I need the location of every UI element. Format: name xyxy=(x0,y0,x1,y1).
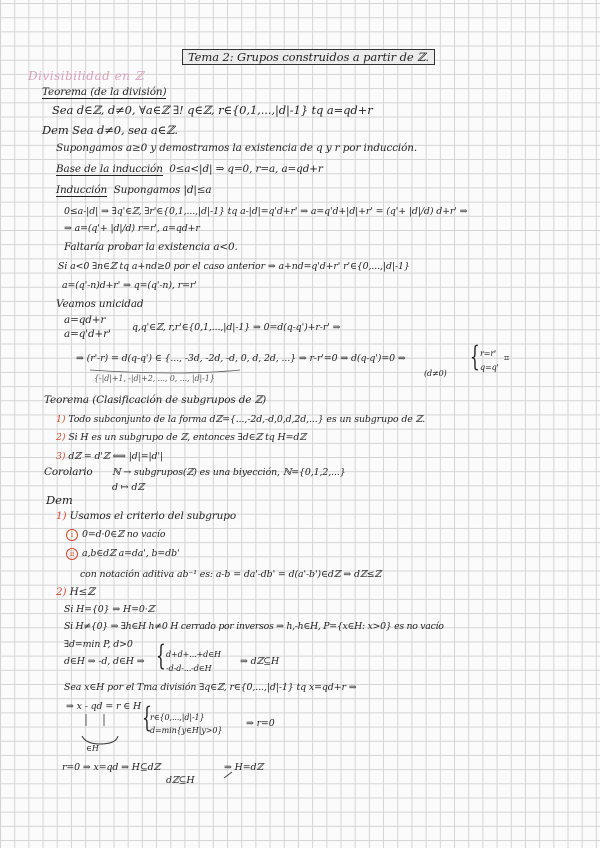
h-subset-dz: r=0 ⇒ x=qd ⇒ H⊆dℤ xyxy=(62,762,161,773)
closure-neg-sum: -d-d-...-d∈H xyxy=(166,664,212,673)
negative-case-result: a=(q'-n)d+r' ⇒ q=(q'-n), r=r' xyxy=(62,280,197,291)
suppose-line: Supongamos a≥0 y demostramos la existencia de q y r por inducción. xyxy=(56,142,418,154)
classification-item-2: 2) Si H es un subgrupo de ℤ, entonces ∃d∈ℤ tq H=dℤ xyxy=(56,432,307,443)
division-application: Sea x∈H por el Tma división ∃q∈ℤ, r∈{0,...,|d|-1} tq x=qd+r ⇒ xyxy=(64,682,357,693)
remainder-in-h: ⇒ x - qd = r ∈ H xyxy=(66,701,142,712)
section-heading: Divisibilidad en ℤ xyxy=(28,69,145,83)
uniqueness-a2: a=q'd+r' xyxy=(64,328,111,340)
proof-part-1: 1) Usamos el criterio del subgrupo xyxy=(56,510,236,522)
d-nonzero-note: (d≠0) xyxy=(424,369,447,378)
corollary-map-rule: d ↦ dℤ xyxy=(112,482,145,493)
uniqueness-a1: a=qd+r xyxy=(64,314,106,326)
in-h-note: ∈H xyxy=(86,744,99,753)
negative-case: Si a<0 ∃n∈ℤ tq a+nd≥0 por el caso anterior ⇒ a+nd=q'd+r' r'∈{0,...,|d|-1} xyxy=(58,261,410,272)
roman-i-icon: i xyxy=(66,529,78,541)
induction-equation-2: ⇒ a=(q'+ |d|/d) r=r', a=qd+r xyxy=(64,223,200,234)
uniqueness-conditions: q,q'∈ℤ, r,r'∈{0,1,...,|d|-1} ⇒ 0=d(q-q')+r-r' ⇒ xyxy=(132,322,341,333)
corollary-label: Corolario xyxy=(44,466,93,478)
min-d-line: ∃d=min P, d>0 xyxy=(64,639,133,650)
criterion-step-i: i 0=d·0∈ℤ no vacío xyxy=(66,528,165,541)
remainder-brace: { xyxy=(142,701,152,734)
proof-1-start: Dem Sea d≠0, sea a∈ℤ. xyxy=(42,123,178,137)
additive-notation-line: con notación aditiva ab⁻¹ es: a-b = da'-db' = d(a'-b')∈dℤ ⇒ dℤ≤ℤ xyxy=(80,569,382,580)
uniqueness-heading: Veamos unicidad xyxy=(56,298,144,310)
theorem-division-statement: Sea d∈ℤ, d≠0, ∀a∈ℤ ∃! q∈ℤ, r∈{0,1,...,|d|-1} tq a=qd+r xyxy=(52,103,373,117)
uniqueness-range-note: {-|d|+1, -|d|+2, ..., 0, ..., |d|-1} xyxy=(94,374,215,383)
remainder-range: r∈{0,...,|d|-1} xyxy=(150,713,205,722)
proof-2-start: Dem xyxy=(46,493,73,507)
uniqueness-r: r=r' xyxy=(480,349,497,358)
classification-item-1: 1) Todo subconjunto de la forma dℤ={...,-2d,-d,0,d,2d,...} es un subgrupo de ℤ. xyxy=(56,414,426,425)
induction-equation-1: 0≤a-|d| ⇒ ∃q'∈ℤ, ∃r'∈{0,1,...,|d|-1} tq a-|d|=q'd+r' ⇒ a=q'd+|d|+r' = (q'+ |d|/d) d+r' ⇒ xyxy=(64,206,468,217)
d-min-definition: d=min{y∈H|y>0} xyxy=(150,726,223,735)
proof-part-2: 2) H≤ℤ xyxy=(56,586,95,598)
h-equals-dz: ⇒ H=dℤ xyxy=(224,762,264,773)
r-zero-conclusion: ⇒ r=0 xyxy=(246,718,275,729)
induction-step-header: Inducción Supongamos |d|≤a xyxy=(56,184,212,196)
dz-subset-h-repeat: dℤ⊆H xyxy=(166,775,195,786)
corollary-map: ℕ → subgrupos(ℤ) es una biyección, ℕ={0,1,2,...} xyxy=(112,467,346,478)
uniqueness-brace: { xyxy=(470,340,480,373)
closure-brace: { xyxy=(156,639,166,672)
nontrivial-subgroup-case: Si H≠{0} ⇒ ∃h∈H h≠0 H cerrado por inversos ⇒ h,-h∈H, P={x∈H: x>0} es no vacío xyxy=(64,621,444,632)
theorem-division-title: Teorema (de la división) xyxy=(42,86,167,98)
uniqueness-equation: ⇒ (r'-r) = d(q-q') ∈ {..., -3d, -2d, -d, 0, d, 2d, ...} ⇒ r-r'=0 ⇒ d(q-q')=0 ⇒ xyxy=(76,353,406,364)
classification-theorem-title: Teorema (Clasificación de subgrupos de ℤ) xyxy=(44,394,267,406)
d-in-h-line: d∈H ⇒ -d, d∈H ⇒ xyxy=(64,656,145,667)
classification-item-3: 3) dℤ = d'ℤ ⟺ |d|=|d'| xyxy=(56,451,163,462)
qed-mark: ⌗ xyxy=(504,353,510,364)
dz-subset-h: ⇒ dℤ⊆H xyxy=(240,656,280,667)
criterion-step-ii: ii a,b∈dℤ a=da', b=db' xyxy=(66,547,179,560)
induction-base: Base de la inducción 0≤a<|d| ⇒ q=0, r=a, a=qd+r xyxy=(56,163,323,175)
uniqueness-q: q=q' xyxy=(480,363,499,372)
page-title: Tema 2: Grupos construidos a partir de ℤ. xyxy=(182,51,435,64)
closure-sum: d+d+...+d∈H xyxy=(166,650,221,659)
trivial-subgroup-case: Si H={0} ⇒ H=0·ℤ xyxy=(64,604,155,615)
faltaria-line: Faltaría probar la existencia a<0. xyxy=(64,241,238,253)
roman-ii-icon: ii xyxy=(66,548,78,560)
